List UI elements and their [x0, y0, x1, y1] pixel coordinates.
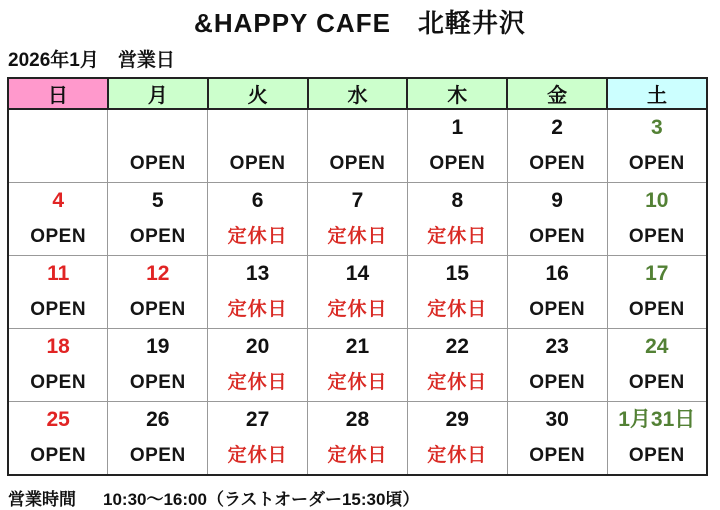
day-number: 22 — [445, 335, 469, 358]
page-title: &HAPPY CAFE 北軽井沢 — [194, 8, 526, 38]
calendar-cell — [607, 109, 707, 183]
calendar-cell — [8, 183, 108, 256]
day-status: 定休日 — [427, 226, 488, 247]
weekday-header-row — [8, 78, 707, 109]
day-number — [208, 114, 307, 142]
day-number — [9, 114, 107, 142]
day-status: OPEN — [129, 372, 186, 393]
day-status: OPEN — [529, 299, 586, 320]
calendar-cell — [308, 329, 408, 402]
day-number: 27 — [245, 408, 270, 431]
day-status: 定休日 — [227, 299, 288, 320]
calendar-cell — [507, 402, 607, 476]
calendar-cell — [8, 109, 108, 183]
calendar-cell — [507, 183, 607, 256]
day-number: 15 — [445, 262, 469, 285]
day-number: 14 — [345, 262, 370, 285]
calendar-week-row — [8, 402, 707, 476]
day-status: 定休日 — [327, 226, 388, 247]
day-number: 2 — [551, 116, 563, 139]
day-number: 17 — [645, 262, 669, 285]
day-status: 定休日 — [327, 299, 388, 320]
header-thursday: 木 — [407, 78, 507, 109]
day-status: OPEN — [529, 445, 586, 466]
day-status: OPEN — [529, 226, 586, 247]
day-status: OPEN — [30, 299, 87, 320]
day-number: 18 — [46, 335, 70, 358]
day-status: OPEN — [129, 153, 186, 174]
day-number: 13 — [245, 262, 270, 285]
calendar-cell — [108, 183, 208, 256]
day-status — [9, 151, 107, 177]
calendar-week-row — [8, 183, 707, 256]
day-number: 19 — [146, 335, 170, 358]
day-status: OPEN — [628, 226, 685, 247]
day-status: OPEN — [628, 372, 685, 393]
day-status: OPEN — [30, 372, 87, 393]
day-number: 1月31日 — [618, 408, 696, 431]
day-status: OPEN — [129, 226, 186, 247]
calendar-cell — [108, 256, 208, 329]
day-status: OPEN — [129, 445, 186, 466]
day-status: OPEN — [229, 153, 286, 174]
day-status: 定休日 — [227, 372, 288, 393]
calendar-cell — [8, 329, 108, 402]
day-number: 5 — [151, 189, 164, 212]
day-status: OPEN — [529, 153, 586, 174]
calendar-cell — [407, 329, 507, 402]
calendar-cell — [607, 256, 707, 329]
calendar-cell — [507, 109, 607, 183]
calendar-cell — [8, 402, 108, 476]
day-status: OPEN — [429, 153, 486, 174]
calendar-table — [7, 77, 708, 476]
calendar-week-row — [8, 109, 707, 183]
day-number: 26 — [146, 408, 170, 431]
calendar-cell — [507, 256, 607, 329]
day-status: 定休日 — [427, 445, 488, 466]
day-number: 24 — [645, 335, 669, 358]
header-monday: 月 — [108, 78, 208, 109]
day-number: 11 — [47, 262, 70, 285]
day-number: 4 — [52, 189, 65, 212]
day-number: 8 — [451, 189, 464, 212]
header-friday: 金 — [507, 78, 607, 109]
calendar-cell — [407, 402, 507, 476]
day-status: OPEN — [30, 226, 87, 247]
day-status: 定休日 — [327, 445, 388, 466]
business-hours-label: 営業時間 — [8, 490, 76, 509]
day-number: 7 — [351, 189, 364, 212]
calendar-cell — [407, 183, 507, 256]
calendar-cell — [8, 256, 108, 329]
business-hours — [8, 485, 720, 510]
calendar-cell — [407, 256, 507, 329]
header-saturday: 土 — [607, 78, 707, 109]
calendar-cell — [308, 109, 408, 183]
calendar-cell — [208, 329, 308, 402]
day-status: OPEN — [329, 153, 386, 174]
header-sunday: 日 — [8, 78, 108, 109]
day-number: 29 — [445, 408, 469, 431]
header-tuesday: 火 — [208, 78, 308, 109]
day-status: OPEN — [628, 299, 685, 320]
calendar-cell — [208, 402, 308, 476]
day-number: 21 — [345, 335, 370, 358]
calendar-cell — [208, 109, 308, 183]
day-status: 定休日 — [327, 372, 388, 393]
calendar-cell — [108, 402, 208, 476]
day-status: OPEN — [628, 445, 685, 466]
calendar-cell — [308, 183, 408, 256]
day-status: 定休日 — [227, 226, 288, 247]
calendar-cell — [607, 329, 707, 402]
day-status: 定休日 — [427, 372, 488, 393]
day-number — [108, 114, 207, 142]
day-status: 定休日 — [227, 445, 288, 466]
day-number: 16 — [545, 262, 569, 285]
day-status: OPEN — [30, 445, 87, 466]
calendar-cell — [507, 329, 607, 402]
calendar-week-row — [8, 329, 707, 402]
header-wednesday: 水 — [308, 78, 408, 109]
calendar-cell — [407, 109, 507, 183]
day-number: 9 — [551, 189, 563, 212]
business-hours-value: 10:30～16:00（ラストオーダー15:30頃） — [103, 490, 420, 509]
month-subtitle: 2026年1月 営業日 — [8, 50, 175, 71]
day-number: 6 — [251, 189, 264, 212]
day-number — [308, 114, 407, 142]
calendar-cell — [108, 109, 208, 183]
day-number: 23 — [545, 335, 569, 358]
calendar-cell — [308, 256, 408, 329]
day-status: OPEN — [129, 299, 186, 320]
day-number: 3 — [650, 116, 663, 139]
day-number: 10 — [645, 189, 669, 212]
day-number: 1 — [451, 116, 464, 139]
calendar-cell — [308, 402, 408, 476]
calendar-cell — [108, 329, 208, 402]
day-number: 20 — [245, 335, 270, 358]
calendar-cell — [607, 402, 707, 476]
calendar-cell — [208, 183, 308, 256]
day-status: OPEN — [628, 153, 685, 174]
calendar-cell — [208, 256, 308, 329]
day-number: 30 — [545, 408, 569, 431]
calendar-week-row — [8, 256, 707, 329]
calendar-cell — [607, 183, 707, 256]
day-status: 定休日 — [427, 299, 488, 320]
day-number: 28 — [345, 408, 370, 431]
day-number: 25 — [46, 408, 70, 431]
day-status: OPEN — [529, 372, 586, 393]
day-number: 12 — [146, 262, 170, 285]
